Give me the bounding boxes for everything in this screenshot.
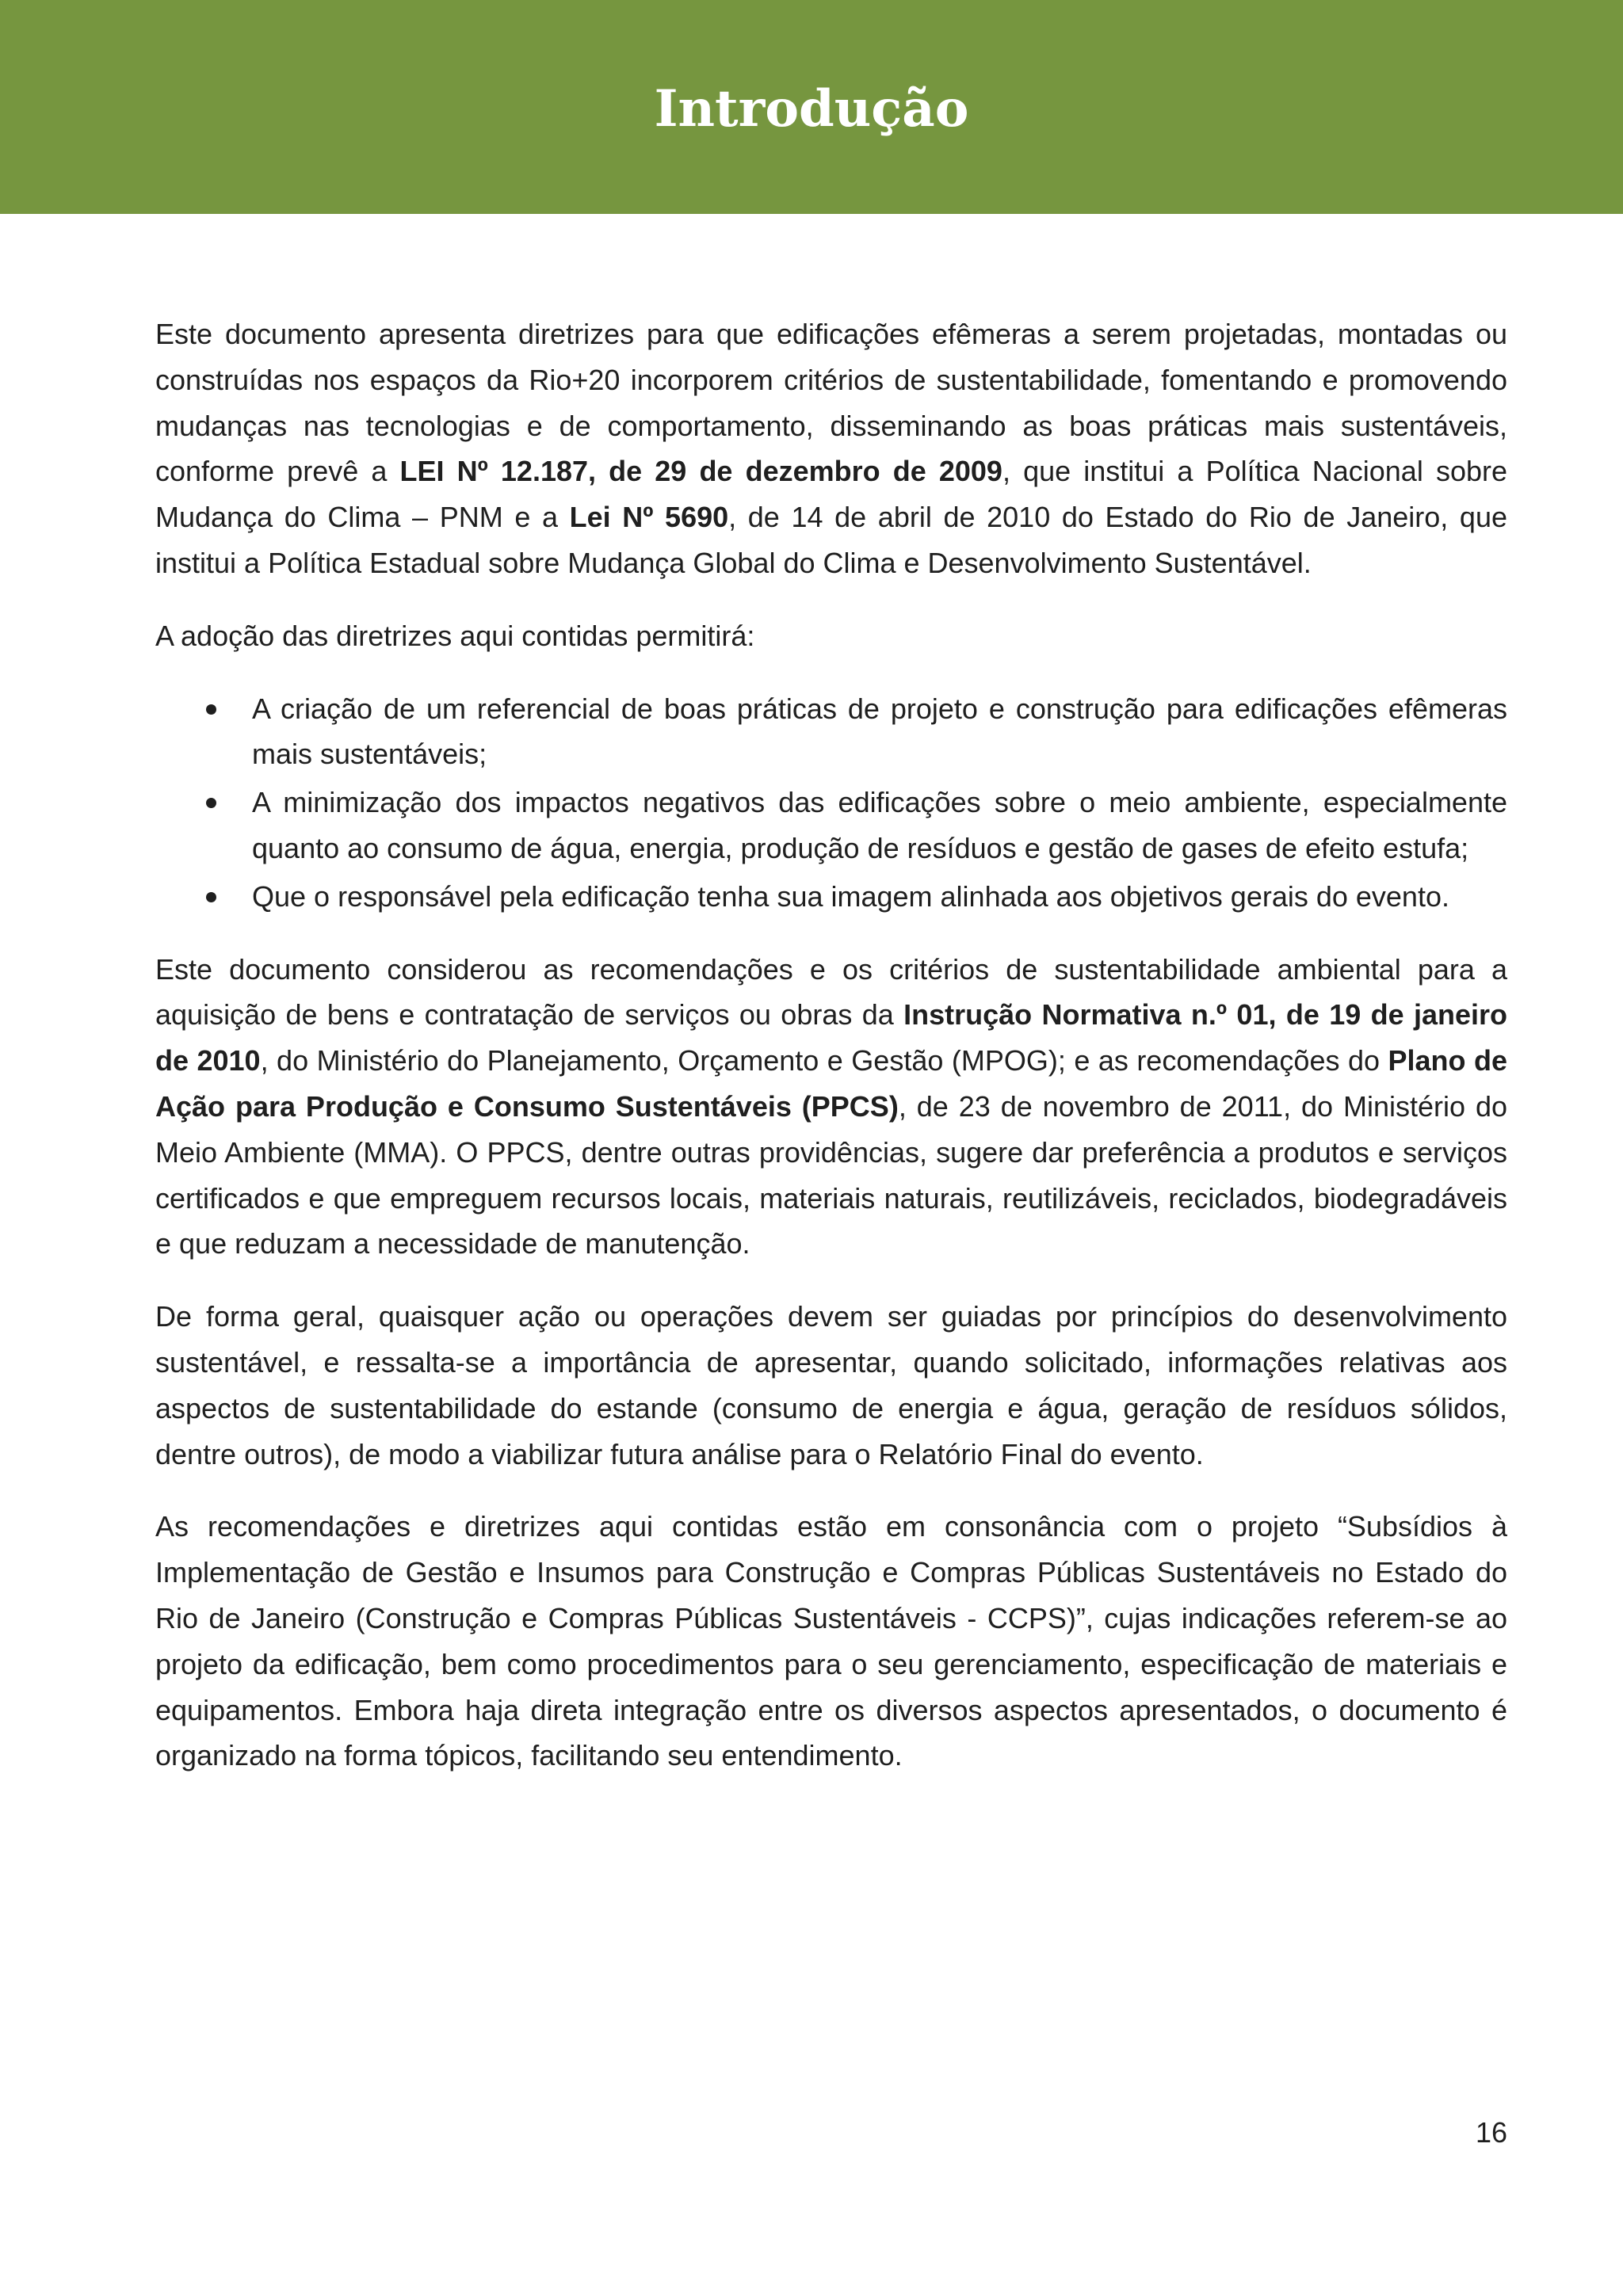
list-item-text: A criação de um referencial de boas práticas de projeto e construção para edificações efêmeras mais sustentáveis; — [252, 692, 1507, 771]
paragraph-lead: A adoção das diretrizes aqui contidas permitirá: — [155, 619, 755, 652]
law-reference: LEI Nº 12.187, de 29 de dezembro de 2009 — [399, 455, 1002, 488]
page-title: Introdução — [654, 79, 969, 139]
plan-reference: Plano de Ação para Produção e Consumo Sustentáveis (PPCS) — [155, 1044, 1507, 1123]
bullet-icon — [206, 798, 216, 808]
paragraph-text: , de 14 de abril de 2010 do Estado do Rio de Janeiro, que institui a Política Estadual sobre Mudança Global do Clima e Desenvolvimento Sustentável. — [155, 501, 1507, 579]
paragraph-principles: De forma geral, quaisquer ação ou operações devem ser guiadas por princípios do desenvolvimento sustentável, e ressalta-se a importância de apresentar, quando solicitado, informações relativas aos aspectos de sustentabilidade do estande (consumo de energia e água, geração de resíduos sólidos, dentre outros), de modo a viabilizar futura análise para o Relatório Final do evento. — [155, 1300, 1507, 1470]
paragraph-text: , que institui a Política Nacional sobre Mudança do Clima – PNM e a — [155, 455, 1507, 534]
paragraph-references — [155, 947, 1507, 1268]
paragraph-text: , de 23 de novembro de 2011, do Ministério do Meio Ambiente (MMA). O PPCS, dentre outras providências, sugere dar preferência a produtos e serviços certificados e que empreguem recursos locais, materiais naturais, reutilizáveis, reciclados, biodegradáveis e que reduzam a necessidade de manutenção. — [155, 1089, 1507, 1261]
bullet-icon — [206, 704, 216, 715]
paragraph-text: Este documento apresenta diretrizes para que edificações efêmeras a serem projetadas, montadas ou construídas nos espaços da Rio+20 incorporem critérios de sustentabilidade, fomentando e promovendo mudanças nas tecnologias e de comportamento, disseminando as boas práticas mais sustentáveis, conforme prevê a — [155, 318, 1507, 488]
paragraph-text: Este documento considerou as recomendações e os critérios de sustentabilidade ambiental para a aquisição de bens e contratação de serviços ou obras da — [155, 952, 1507, 1032]
paragraph-intro — [155, 311, 1507, 586]
regulation-reference: Instrução Normativa n.º 01, de 19 de janeiro de 2010 — [155, 998, 1507, 1077]
list-item-text: Que o responsável pela edificação tenha sua imagem alinhada aos objetivos gerais do evento. — [252, 879, 1449, 913]
header-band — [0, 0, 1623, 214]
paragraph-project: As recomendações e diretrizes aqui contidas estão em consonância com o projeto “Subsídios à Implementação de Gestão e Insumos para Construção e Compras Públicas Sustentáveis no Estado do Rio de Janeiro (Construção e Compras Públicas Sustentáveis - CCPS)”, cujas indicações referem-se ao projeto da edificação, bem como procedimentos para o seu gerenciamento, especificação de materiais e equipamentos. Embora haja direta integração entre os diversos aspectos apresentados, o documento é organizado na forma tópicos, facilitando seu entendimento. — [155, 1510, 1507, 1772]
bullet-icon — [206, 892, 216, 902]
list-item — [155, 780, 1507, 871]
paragraph-text: , do Ministério do Planejamento, Orçamento e Gestão (MPOG); e as recomendações do — [260, 1044, 1388, 1077]
list-item — [155, 874, 1507, 920]
list-item — [155, 686, 1507, 778]
law-reference: Lei Nº 5690 — [569, 501, 729, 534]
list-item-text: A minimização dos impactos negativos das edificações sobre o meio ambiente, especialmente quanto ao consumo de água, energia, produção de resíduos e gestão de gases de efeito estufa; — [252, 786, 1507, 864]
page-number: 16 — [1475, 2116, 1507, 2149]
bullet-list — [155, 686, 1507, 920]
main-content — [155, 311, 1507, 1806]
